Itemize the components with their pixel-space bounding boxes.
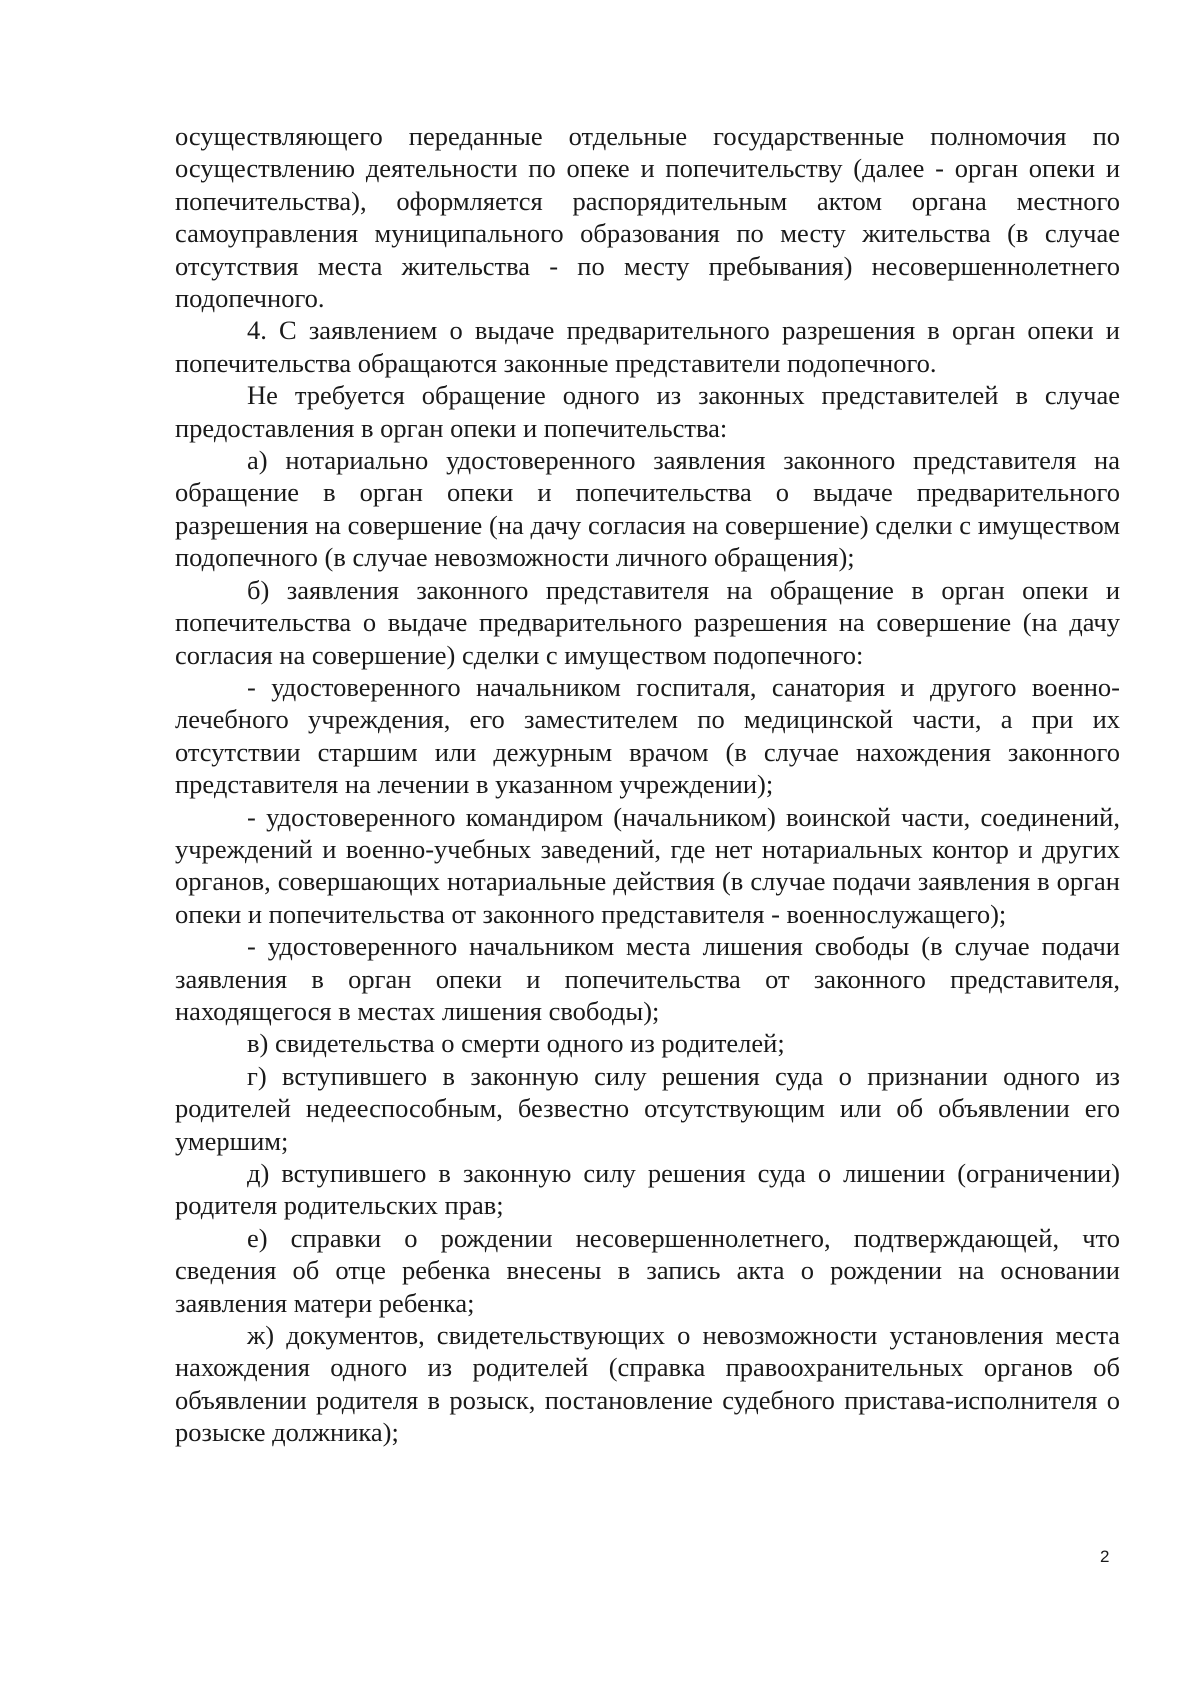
paragraph-item-b: б) заявления законного представителя на обращение в орган опеки и попечительства о выдаче предварительного разрешения на совершение (на дачу согласия на совершение) сделки с имуществом подопечного: [175,574,1120,670]
page-number: 2 [1100,1547,1110,1566]
paragraph-item-zh: ж) документов, свидетельствующих о невозможности установления места нахождения одного из родителей (справка правоохранительных органов об объявлении родителя в розыск, постановление судебного пристава-исполнителя о розыске должника); [175,1320,1120,1448]
paragraph-item-b-prison: - удостоверенного начальником места лишения свободы (в случае подачи заявления в орган опеки и попечительства от законного представителя, находящегося в местах лишения свободы); [175,931,1120,1026]
paragraph-exception-intro: Не требуется обращение одного из законных представителей в случае предоставления в орган опеки и попечительства: [175,380,1120,443]
document-body [175,120,1120,1449]
paragraph-item-a: а) нотариально удостоверенного заявления законного представителя на обращение в орган опеки и попечительства о выдаче предварительного разрешения на совершение (на дачу согласия на совершение) сделки с имуществом подопечного (в случае невозможности личного обращения); [175,445,1120,573]
paragraph-item-b-hospital: - удостоверенного начальником госпиталя, санатория и другого военно-лечебного учреждения, его заместителем по медицинской части, а при их отсутствии старшим или дежурным врачом (в случае нахождения законного представителя на лечении в указанном учреждении); [175,671,1120,800]
paragraph-item-b-military: - удостоверенного командиром (начальником) воинской части, соединений, учреждений и военно-учебных заведений, где нет нотариальных контор и других органов, совершающих нотариальные действия (в случае подачи заявления в орган опеки и попечительства от законного представителя - военнослужащего); [175,801,1120,929]
paragraph-continuation: осуществляющего переданные отдельные государственные полномочия по осуществлению деятельности по опеке и попечительству (далее - орган опеки и попечительства), оформляется распорядительным актом органа местного самоуправления муниципального образования по месту жительства (в случае отсутствия места жительства - по месту пребывания) несовершеннолетнего подопечного. [175,121,1120,314]
paragraph-item-d: д) вступившего в законную силу решения суда о лишении (ограничении) родителя родительских прав; [175,1158,1120,1221]
paragraph-item-g: г) вступившего в законную силу решения суда о признании одного из родителей недееспособным, безвестно отсутствующим или об объявлении его умершим; [175,1060,1120,1156]
paragraph-item-4: 4. С заявлением о выдаче предварительного разрешения в орган опеки и попечительства обращаются законные представители подопечного. [175,315,1120,378]
paragraph-item-e: е) справки о рождении несовершеннолетнего, подтверждающей, что сведения об отце ребенка внесены в запись акта о рождении на основании заявления матери ребенка; [175,1222,1120,1318]
paragraph-item-v: в) свидетельства о смерти одного из родителей; [247,1028,785,1059]
